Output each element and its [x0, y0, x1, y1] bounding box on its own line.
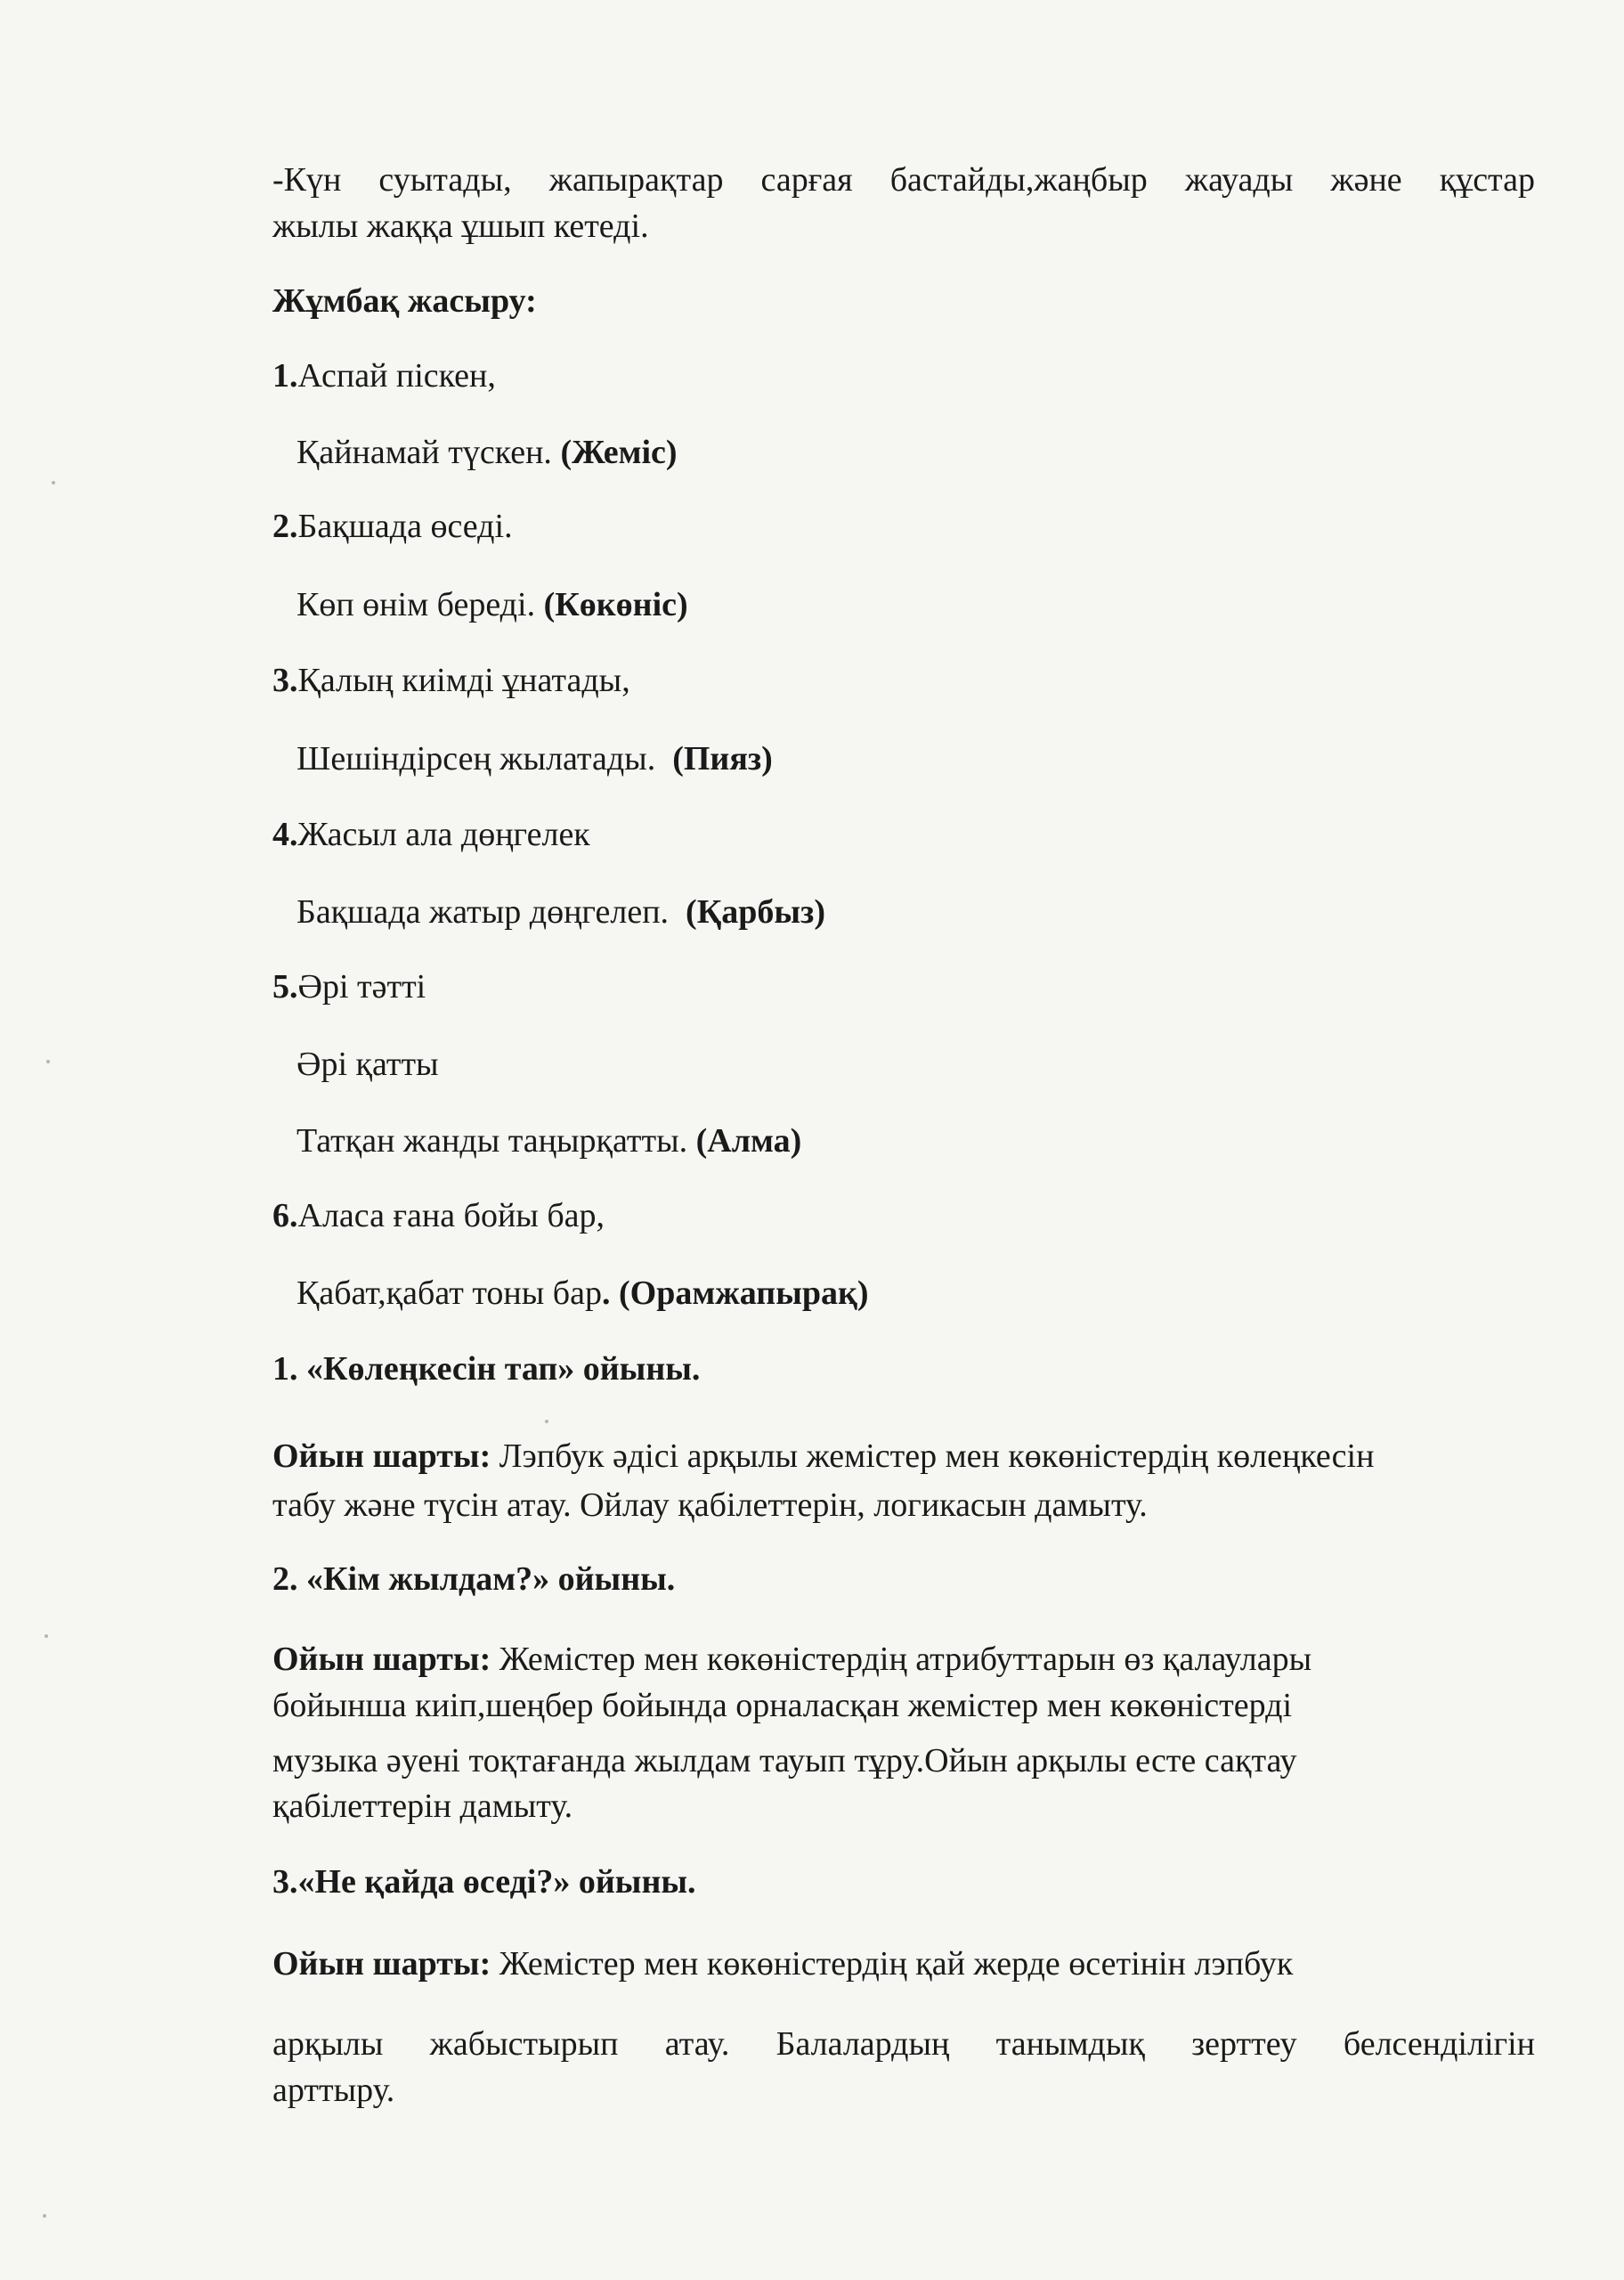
scan-speck — [43, 2214, 46, 2218]
game-3-rule-line-1 — [272, 1942, 1535, 1986]
riddle-number: 4. — [272, 816, 298, 853]
game-title: 3.«Не қайда өседі?» ойыны. — [272, 1863, 696, 1901]
rule-text: бойынша киіп,шеңбер бойында орналасқан жемістер мен көкөністерді — [272, 1687, 1293, 1724]
riddle-answer: (Алма) — [695, 1122, 802, 1160]
riddle-answer: (Пияз) — [672, 740, 773, 778]
intro-text: жылы жаққа ұшып кетеді. — [272, 208, 649, 245]
riddle-number: 6. — [272, 1197, 298, 1234]
rule-text: Лэпбук әдісі арқылы жемістер мен көкөністердің көлеңкесін — [499, 1437, 1375, 1475]
riddles-heading — [272, 279, 1535, 323]
riddle-text: Шешіндірсең жылатады. — [296, 740, 656, 778]
riddle-number: 3. — [272, 662, 298, 699]
riddle-3-line-1 — [272, 658, 1535, 703]
riddle-text: Әрі тәтті — [297, 968, 426, 1006]
game-2-title — [272, 1557, 1535, 1601]
riddle-answer: (Жеміс) — [560, 434, 678, 471]
intro-line-2 — [272, 204, 1535, 248]
riddle-text: Қайнамай түскен. — [296, 434, 552, 471]
game-2-rule-line-4 — [272, 1784, 1535, 1828]
scan-speck — [545, 1420, 548, 1423]
riddle-5-line-1 — [272, 965, 1535, 1009]
riddle-text: Жасыл ала дөңгелек — [297, 816, 590, 853]
riddle-text: Аласа ғана бойы бар, — [297, 1197, 605, 1234]
riddle-6-line-1 — [272, 1193, 1535, 1238]
scan-speck — [52, 481, 55, 484]
game-title: 2. «Кім жылдам?» ойыны. — [272, 1560, 676, 1598]
riddles-heading-text: Жұмбақ жасыру: — [272, 282, 537, 320]
rule-text: табу және түсін атау. Ойлау қабілеттерін, логикасын дамыту. — [272, 1486, 1148, 1524]
rule-text: арқылы жабыстырып атау. Балалардың танымдық зерттеу белсенділігін — [272, 2025, 1535, 2063]
riddle-1-line-2 — [296, 430, 1559, 475]
riddle-number: 5. — [272, 968, 298, 1006]
game-2-rule-line-3 — [272, 1738, 1535, 1783]
riddle-6-line-2 — [296, 1271, 1559, 1315]
riddle-text: Әрі қатты — [296, 1046, 439, 1083]
riddle-5-line-3 — [296, 1119, 1559, 1163]
riddle-text: Көп өнім береді. — [296, 586, 536, 623]
riddle-number: 2. — [272, 508, 298, 545]
riddle-answer: (Көкөніс) — [543, 586, 688, 623]
scan-speck — [45, 1634, 48, 1638]
riddle-text: Қабат,қабат тоны бар — [296, 1274, 603, 1312]
riddle-1-line-1 — [272, 354, 1535, 398]
riddle-text: Аспай піскен, — [297, 357, 496, 395]
rule-text: қабілеттерін дамыту. — [272, 1787, 573, 1825]
riddle-5-line-2 — [296, 1042, 1559, 1087]
rule-text: Жемістер мен көкөністердің қай жерде өсетінін лэпбук — [499, 1945, 1294, 1983]
game-3-rule-line-2 — [272, 2022, 1535, 2066]
riddle-answer: (Қарбыз) — [686, 893, 825, 931]
riddle-4-line-1 — [272, 812, 1535, 857]
game-3-title — [272, 1860, 1535, 1904]
rule-text: арттыру. — [272, 2072, 395, 2109]
riddle-text: Татқан жанды таңырқатты. — [296, 1122, 688, 1160]
rule-text: музыка әуені тоқтағанда жылдам тауып тұру.Ойын арқылы есте сақтау — [272, 1742, 1297, 1779]
intro-text: -Күн суытады, жапырақтар сарғая бастайды,жаңбыр жауады және құстар — [272, 161, 1535, 199]
game-2-rule-line-1 — [272, 1637, 1535, 1682]
riddle-2-line-1 — [272, 504, 1535, 549]
game-1-rule-line-2 — [272, 1483, 1535, 1527]
riddle-4-line-2 — [296, 890, 1559, 934]
intro-line-1 — [272, 158, 1535, 202]
riddle-number: 1. — [272, 357, 298, 395]
game-title: 1. «Көлеңкесін тап» ойыны. — [272, 1350, 701, 1388]
game-1-rule-line-1 — [272, 1434, 1535, 1478]
riddle-2-line-2 — [296, 582, 1559, 627]
rule-label: Ойын шарты: — [272, 1945, 491, 1983]
game-1-title — [272, 1347, 1535, 1391]
scan-speck — [46, 1060, 50, 1063]
game-2-rule-line-2 — [272, 1683, 1535, 1728]
game-3-rule-line-3 — [272, 2068, 1535, 2113]
rule-label: Ойын шарты: — [272, 1641, 491, 1678]
rule-text: Жемістер мен көкөністердің атрибуттарын өз қалаулары — [499, 1641, 1312, 1678]
riddle-text: Қалың киімді ұнатады, — [297, 662, 630, 699]
riddle-text: Бақшада өседі. — [297, 508, 513, 545]
riddle-answer: . (Орамжапырақ) — [602, 1274, 869, 1312]
riddle-3-line-2 — [296, 737, 1559, 781]
rule-label: Ойын шарты: — [272, 1437, 491, 1475]
riddle-text: Бақшада жатыр дөңгелеп. — [296, 893, 670, 931]
